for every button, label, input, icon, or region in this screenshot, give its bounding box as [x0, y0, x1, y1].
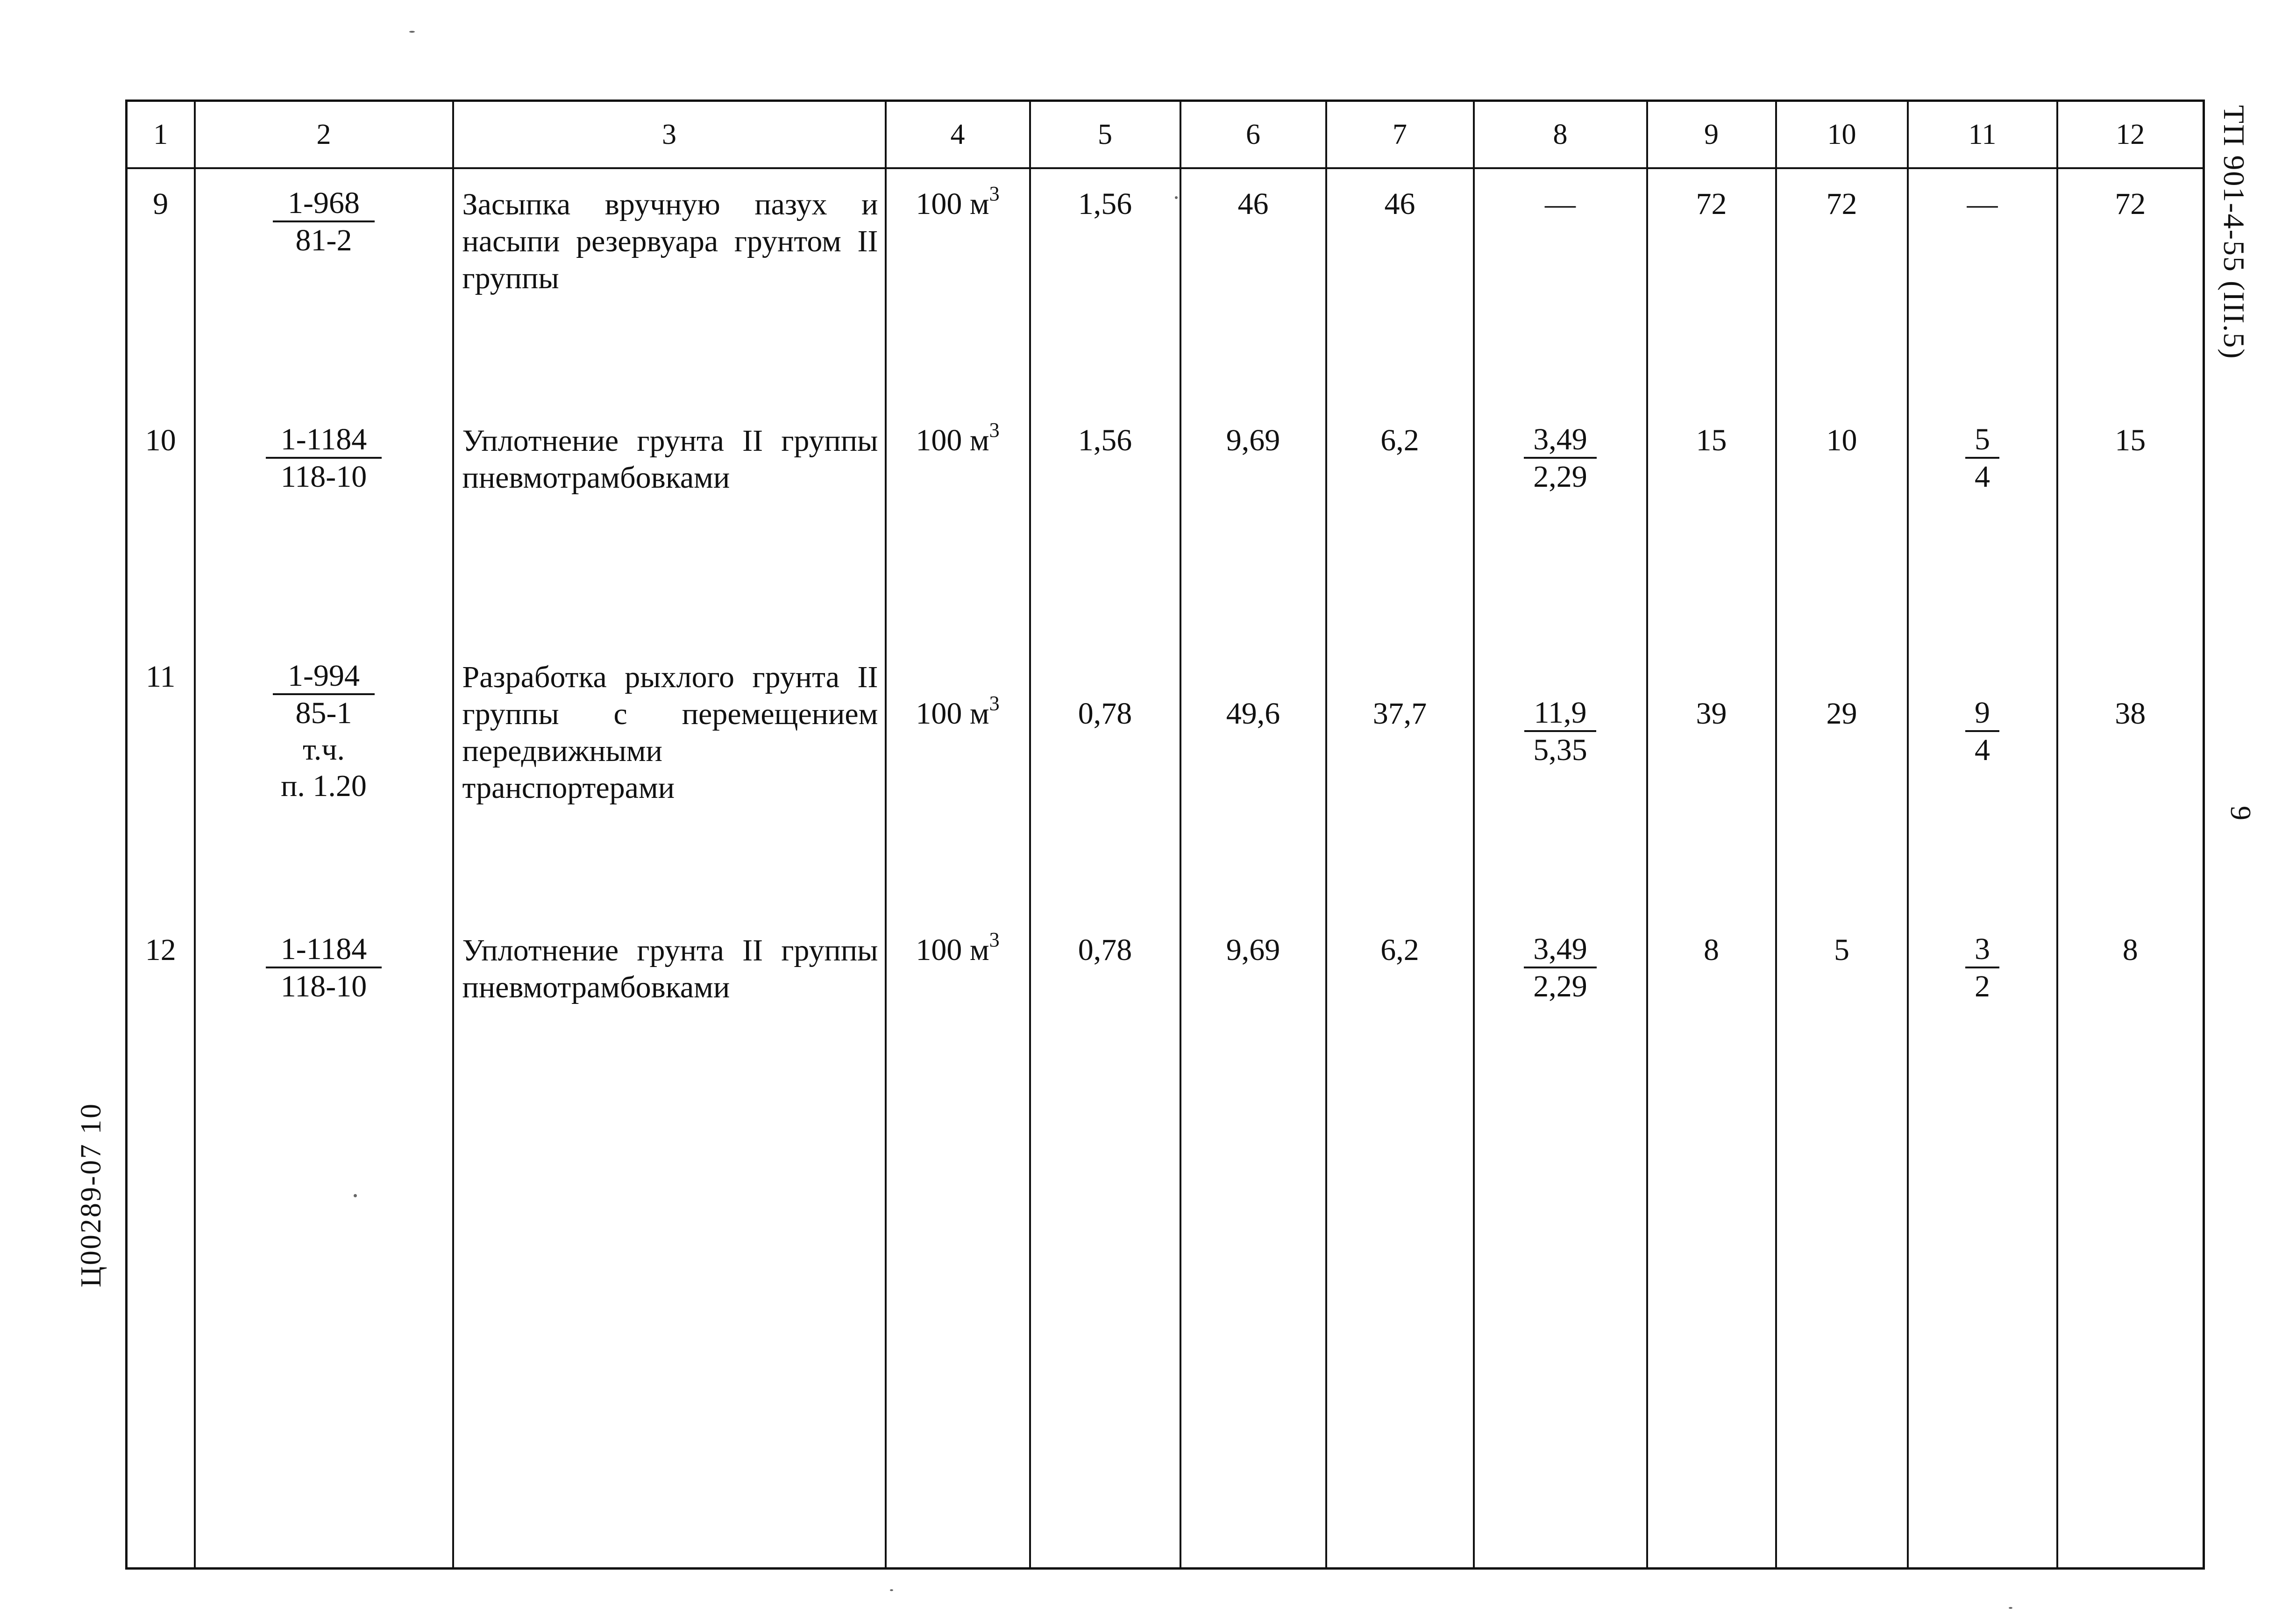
document-code: ТП 901-4-55 (III.5): [2218, 105, 2251, 360]
empty-cell: [1180, 1152, 1326, 1569]
scan-speck: [2009, 1607, 2012, 1609]
row-number: 11: [127, 642, 195, 915]
column-header-11: 11: [1908, 101, 2057, 169]
rate-code-note: т.ч.: [302, 732, 345, 767]
work-description: Уплотнение грунта II группы пневмотрамбовками: [453, 915, 886, 1152]
value-c6: 46: [1180, 168, 1326, 405]
rate-code: [273, 186, 375, 259]
column-header-5: 5: [1030, 101, 1180, 169]
c8-fraction: [1524, 422, 1597, 495]
value-c10: 5: [1776, 915, 1908, 1152]
unit-cell: [886, 915, 1030, 1152]
value-c8: [1474, 915, 1647, 1152]
scan-speck: [409, 31, 415, 33]
work-description: Разработка рыхлого грунта II группы с перемещением передвижными транспортерами: [453, 642, 886, 915]
c8-fraction-denominator: 2,29: [1533, 460, 1587, 494]
row-number: 12: [127, 915, 195, 1152]
c11-fraction-numerator: 5: [1965, 422, 1999, 459]
c11-fraction-dash: —: [1967, 187, 1998, 221]
archive-code: Ц00289-07 10: [75, 1102, 107, 1287]
value-c10: 72: [1776, 168, 1908, 405]
empty-cell: [1030, 1152, 1180, 1569]
unit-superscript: 3: [989, 928, 1000, 951]
value-c5: 1,56: [1030, 168, 1180, 405]
c8-fraction-numerator: 3,49: [1524, 422, 1597, 459]
unit-superscript: 3: [989, 182, 1000, 205]
value-c5: 0,78: [1030, 642, 1180, 915]
row-number: 9: [127, 168, 195, 405]
value-c10: 10: [1776, 405, 1908, 642]
value-c9: 72: [1647, 168, 1776, 405]
value-c12: 8: [2057, 915, 2204, 1152]
value-c12: 38: [2057, 642, 2204, 915]
empty-cell: [453, 1152, 886, 1569]
value-c8: [1474, 405, 1647, 642]
c8-fraction-denominator: 2,29: [1533, 969, 1587, 1003]
rate-code-numerator: 1-1184: [266, 932, 382, 968]
c11-fraction-numerator: 9: [1965, 696, 1999, 732]
value-c5: 1,56: [1030, 405, 1180, 642]
empty-cell: [2057, 1152, 2204, 1569]
empty-cell: [886, 1152, 1030, 1569]
rate-code-numerator: 1-968: [273, 186, 375, 222]
value-c11: [1908, 642, 2057, 915]
column-header-7: 7: [1326, 101, 1474, 169]
empty-cell: [1474, 1152, 1647, 1569]
table-row: [127, 642, 2204, 915]
empty-cell: [127, 1152, 195, 1569]
table-row: [127, 915, 2204, 1152]
c11-fraction: [1965, 422, 1999, 495]
value-c9: 8: [1647, 915, 1776, 1152]
rate-code-denominator: 118-10: [280, 460, 367, 494]
column-header-9: 9: [1647, 101, 1776, 169]
c8-fraction-dash: —: [1545, 187, 1576, 221]
c8-fraction: [1524, 932, 1597, 1005]
row-number: 10: [127, 405, 195, 642]
c11-fraction: [1965, 932, 1999, 1005]
table-body: [127, 168, 2204, 1569]
rate-code-numerator: 1-1184: [266, 422, 382, 459]
unit-superscript: 3: [989, 692, 1000, 715]
c8-fraction-numerator: 3,49: [1524, 932, 1597, 968]
empty-cell: [1908, 1152, 2057, 1569]
value-c7: 6,2: [1326, 405, 1474, 642]
scan-speck: [1175, 196, 1178, 199]
column-header-10: 10: [1776, 101, 1908, 169]
estimate-table: [125, 100, 2205, 1570]
value-c11: [1908, 168, 2057, 405]
value-c10: 29: [1776, 642, 1908, 915]
column-header-2: 2: [195, 101, 453, 169]
rate-code: [266, 422, 382, 495]
column-header-6: 6: [1180, 101, 1326, 169]
empty-cell: [1326, 1152, 1474, 1569]
c11-fraction: [1965, 696, 1999, 768]
value-c12: 15: [2057, 405, 2204, 642]
unit: 100 м: [916, 697, 989, 731]
unit: 100 м: [916, 423, 989, 457]
page-number: 9: [2225, 806, 2256, 820]
rate-code-numerator: 1-994: [273, 659, 375, 695]
rate-code-note: п. 1.20: [281, 769, 367, 803]
empty-cell: [1647, 1152, 1776, 1569]
column-header-8: 8: [1474, 101, 1647, 169]
unit-cell: [886, 642, 1030, 915]
value-c6: 9,69: [1180, 915, 1326, 1152]
value-c7: 37,7: [1326, 642, 1474, 915]
rate-code-denominator: 85-1: [295, 696, 352, 730]
empty-cell: [195, 1152, 453, 1569]
code-cell: [195, 168, 453, 405]
rate-code-denominator: 118-10: [280, 969, 367, 1003]
c8-fraction: [1524, 696, 1596, 768]
table-row: [127, 405, 2204, 642]
unit-cell: [886, 405, 1030, 642]
unit: 100 м: [916, 187, 989, 221]
column-header-1: 1: [127, 101, 195, 169]
value-c12: 72: [2057, 168, 2204, 405]
value-c9: 15: [1647, 405, 1776, 642]
value-c7: 46: [1326, 168, 1474, 405]
c8-fraction-numerator: 11,9: [1524, 696, 1596, 732]
column-header-12: 12: [2057, 101, 2204, 169]
value-c9: 39: [1647, 642, 1776, 915]
value-c11: [1908, 405, 2057, 642]
c11-fraction-numerator: 3: [1965, 932, 1999, 968]
column-header-4: 4: [886, 101, 1030, 169]
header-row: [127, 101, 2204, 169]
value-c11: [1908, 915, 2057, 1152]
empty-cell: [1776, 1152, 1908, 1569]
unit-superscript: 3: [989, 419, 1000, 441]
c11-fraction-denominator: 4: [1975, 460, 1990, 494]
value-c5: 0,78: [1030, 915, 1180, 1152]
empty-row: [127, 1152, 2204, 1569]
code-cell: [195, 405, 453, 642]
c11-fraction-denominator: 4: [1975, 733, 1990, 767]
unit: 100 м: [916, 933, 989, 967]
c8-fraction-denominator: 5,35: [1533, 733, 1587, 767]
work-description: Уплотнение грунта II группы пневмотрамбовками: [453, 405, 886, 642]
value-c8: [1474, 642, 1647, 915]
rate-code-denominator: 81-2: [295, 223, 352, 257]
scan-speck: [354, 1194, 357, 1197]
column-header-3: 3: [453, 101, 886, 169]
work-description: Засыпка вручную пазух и насыпи резервуара грунтом II группы: [453, 168, 886, 405]
c11-fraction-denominator: 2: [1975, 969, 1990, 1003]
rate-code: [266, 932, 382, 1005]
unit-cell: [886, 168, 1030, 405]
value-c6: 9,69: [1180, 405, 1326, 642]
table-row: [127, 168, 2204, 405]
value-c6: 49,6: [1180, 642, 1326, 915]
code-cell: [195, 915, 453, 1152]
value-c8: [1474, 168, 1647, 405]
code-cell: [195, 642, 453, 915]
rate-code: [273, 659, 375, 804]
value-c7: 6,2: [1326, 915, 1474, 1152]
scan-speck: [890, 1589, 893, 1591]
